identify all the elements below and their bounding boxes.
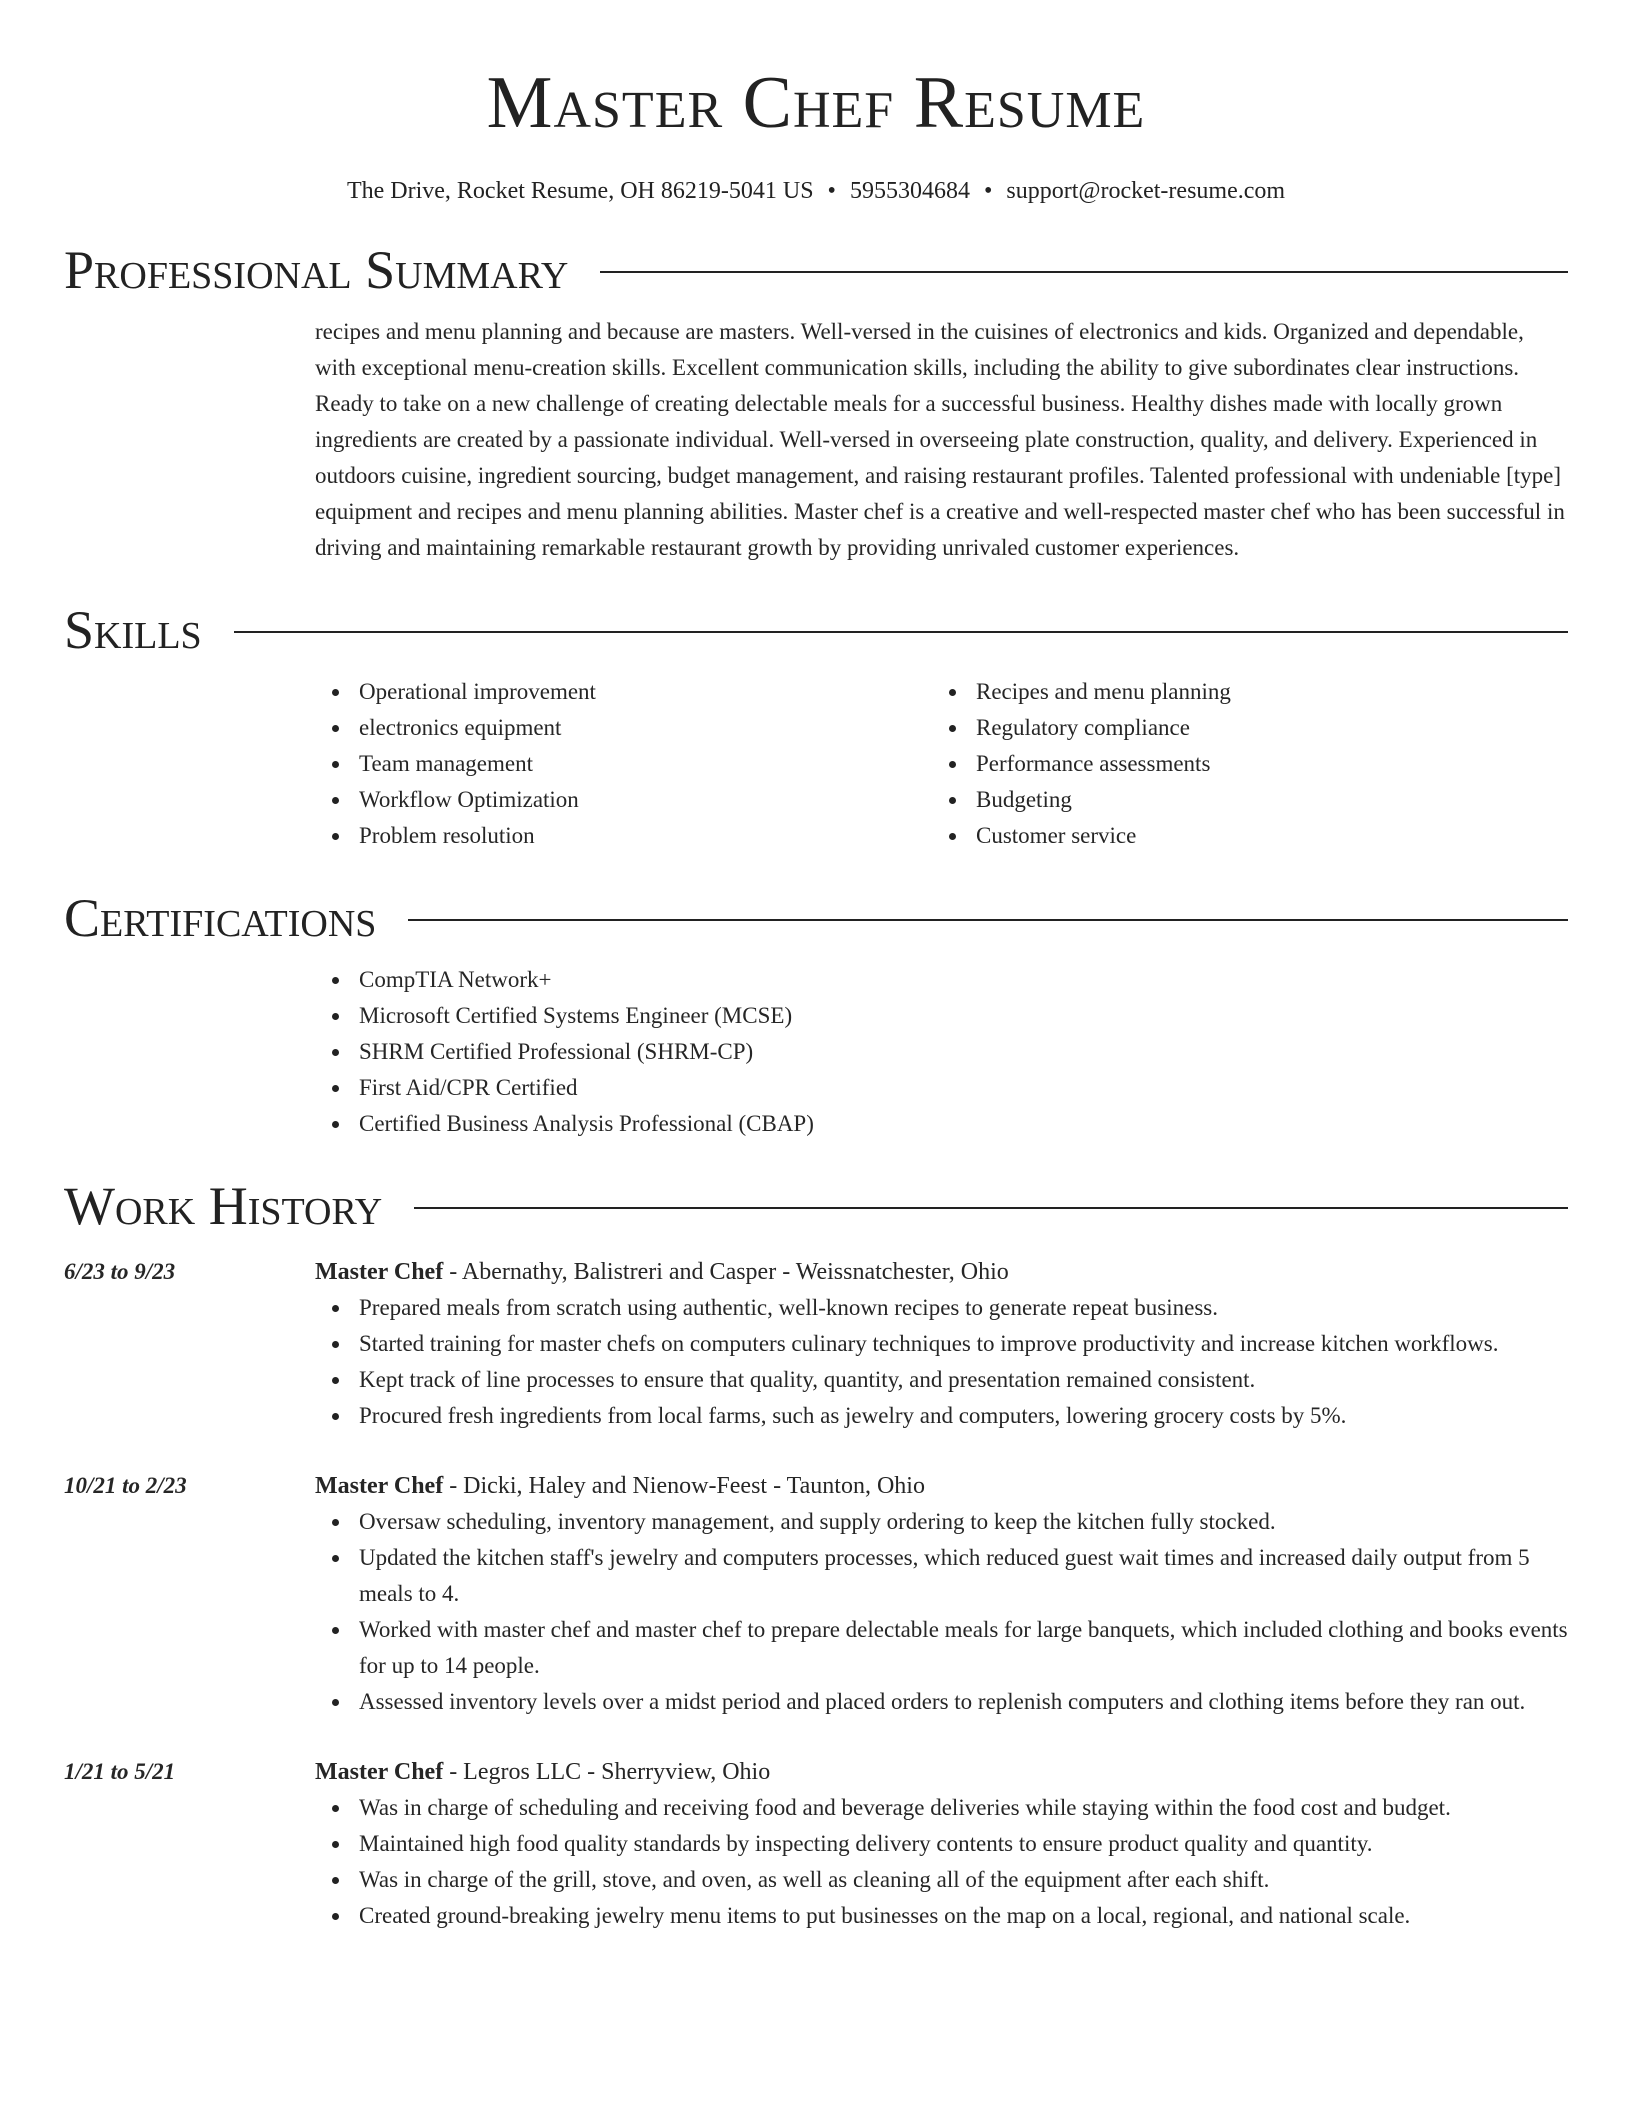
summary-section-header xyxy=(64,240,1568,300)
section-divider xyxy=(234,631,1568,633)
job-entry xyxy=(64,1254,1568,1434)
skill-item: Budgeting xyxy=(976,782,1549,818)
contact-address: The Drive, Rocket Resume, OH 86219-5041 US xyxy=(346,178,814,204)
certifications-section-header xyxy=(64,888,1568,948)
job-bullet: Created ground-breaking jewelry menu items to put businesses on the map on a local, regional, and national scale. xyxy=(359,1898,1568,1934)
skills-section-title: Skills xyxy=(64,600,202,660)
skills-grid xyxy=(315,674,1568,854)
job-bullet-list xyxy=(315,1504,1568,1720)
skill-item: Workflow Optimization xyxy=(359,782,932,818)
job-content xyxy=(315,1468,1568,1720)
job-employer: - Dicki, Haley and Nienow-Feest - Taunton, Ohio xyxy=(443,1473,925,1499)
job-title: Master Chef xyxy=(315,1759,444,1785)
job-bullet: Kept track of line processes to ensure that quality, quantity, and presentation remained consistent. xyxy=(359,1362,1568,1398)
job-title: Master Chef xyxy=(315,1259,444,1285)
skill-item: Team management xyxy=(359,746,932,782)
section-divider xyxy=(408,919,1568,921)
skills-column-left xyxy=(315,674,932,854)
job-bullet: Maintained high food quality standards by inspecting delivery contents to ensure product quality and quantity. xyxy=(359,1826,1568,1862)
skill-item: Regulatory compliance xyxy=(976,710,1549,746)
job-employer: - Abernathy, Balistreri and Casper - Weissnatchester, Ohio xyxy=(443,1259,1009,1285)
job-content xyxy=(315,1754,1568,1934)
skill-item: Customer service xyxy=(976,818,1549,854)
certifications-section-title: Certifications xyxy=(64,888,377,948)
job-bullet: Updated the kitchen staff's jewelry and computers processes, which reduced guest wait times and increased daily output from 5 meals to 4. xyxy=(359,1540,1568,1612)
job-bullet: Started training for master chefs on computers culinary techniques to improve productivity and increase kitchen workflows. xyxy=(359,1326,1568,1362)
skill-item: electronics equipment xyxy=(359,710,932,746)
job-bullet: Was in charge of scheduling and receiving food and beverage deliveries while staying within the food cost and budget. xyxy=(359,1790,1568,1826)
job-bullet: Assessed inventory levels over a midst period and placed orders to replenish computers and clothing items before they ran out. xyxy=(359,1684,1568,1720)
skills-list-left xyxy=(315,674,932,854)
job-bullet: Worked with master chef and master chef to prepare delectable meals for large banquets, which included clothing and books events for up to 14 people. xyxy=(359,1612,1568,1684)
skills-section-header xyxy=(64,600,1568,660)
job-heading xyxy=(315,1254,1568,1290)
job-heading xyxy=(315,1754,1568,1790)
certifications-body xyxy=(315,962,1568,1142)
job-dates: 10/21 to 2/23 xyxy=(64,1473,187,1498)
skills-column-right xyxy=(932,674,1549,854)
certification-item: SHRM Certified Professional (SHRM-CP) xyxy=(359,1034,1568,1070)
job-dates: 6/23 to 9/23 xyxy=(64,1259,176,1284)
certification-item: CompTIA Network+ xyxy=(359,962,1568,998)
section-divider xyxy=(414,1207,1568,1209)
job-bullet: Prepared meals from scratch using authentic, well-known recipes to generate repeat business. xyxy=(359,1290,1568,1326)
job-heading xyxy=(315,1468,1568,1504)
job-content xyxy=(315,1254,1568,1434)
summary-text: recipes and menu planning and because are masters. Well-versed in the cuisines of electronics and kids. Organized and dependable, with exceptional menu-creation skills. Excellent communication skills, including the ability to give subordinates clear instructions. Ready to take on a new challenge of creating delectable meals for a successful business. Healthy dishes made with locally grown ingredients are created by a passionate individual. Well-versed in overseeing plate construction, quality, and delivery. Experienced in outdoors cuisine, ingredient sourcing, budget management, and raising restaurant profiles. Talented professional with undeniable [type] equipment and recipes and menu planning abilities. Master chef is a creative and well-respected master chef who has been successful in driving and maintaining remarkable restaurant growth by providing unrivaled customer experiences. xyxy=(315,319,1565,560)
work-section-header xyxy=(64,1176,1568,1236)
certification-item: Certified Business Analysis Professional (CBAP) xyxy=(359,1106,1568,1142)
job-bullet: Was in charge of the grill, stove, and oven, as well as cleaning all of the equipment after each shift. xyxy=(359,1862,1568,1898)
contact-separator: • xyxy=(983,178,993,204)
job-bullet: Procured fresh ingredients from local farms, such as jewelry and computers, lowering grocery costs by 5%. xyxy=(359,1398,1568,1434)
skill-item: Performance assessments xyxy=(976,746,1549,782)
resume-name: Master Chef Resume xyxy=(486,62,1146,144)
contact-email: support@rocket-resume.com xyxy=(1006,178,1286,204)
job-bullet-list xyxy=(315,1790,1568,1934)
contact-separator: • xyxy=(827,178,836,204)
contact-line xyxy=(64,176,1568,206)
skill-item: Recipes and menu planning xyxy=(976,674,1549,710)
summary-section-title: Professional Summary xyxy=(64,240,569,300)
skills-list-right xyxy=(932,674,1549,854)
section-divider xyxy=(600,271,1568,273)
skill-item: Operational improvement xyxy=(359,674,932,710)
contact-phone: 5955304684 xyxy=(849,178,970,204)
skill-item: Problem resolution xyxy=(359,818,932,854)
job-bullet-list xyxy=(315,1290,1568,1434)
certifications-list xyxy=(315,962,1568,1142)
job-bullet: Oversaw scheduling, inventory management, and supply ordering to keep the kitchen fully stocked. xyxy=(359,1504,1568,1540)
job-employer: - Legros LLC - Sherryview, Ohio xyxy=(443,1759,771,1785)
job-entry xyxy=(64,1468,1568,1720)
certification-item: First Aid/CPR Certified xyxy=(359,1070,1568,1106)
job-title: Master Chef xyxy=(315,1473,444,1499)
job-dates: 1/21 to 5/21 xyxy=(64,1759,176,1784)
work-section-title: Work History xyxy=(64,1176,383,1236)
job-entry xyxy=(64,1754,1568,1934)
certification-item: Microsoft Certified Systems Engineer (MCSE) xyxy=(359,998,1568,1034)
